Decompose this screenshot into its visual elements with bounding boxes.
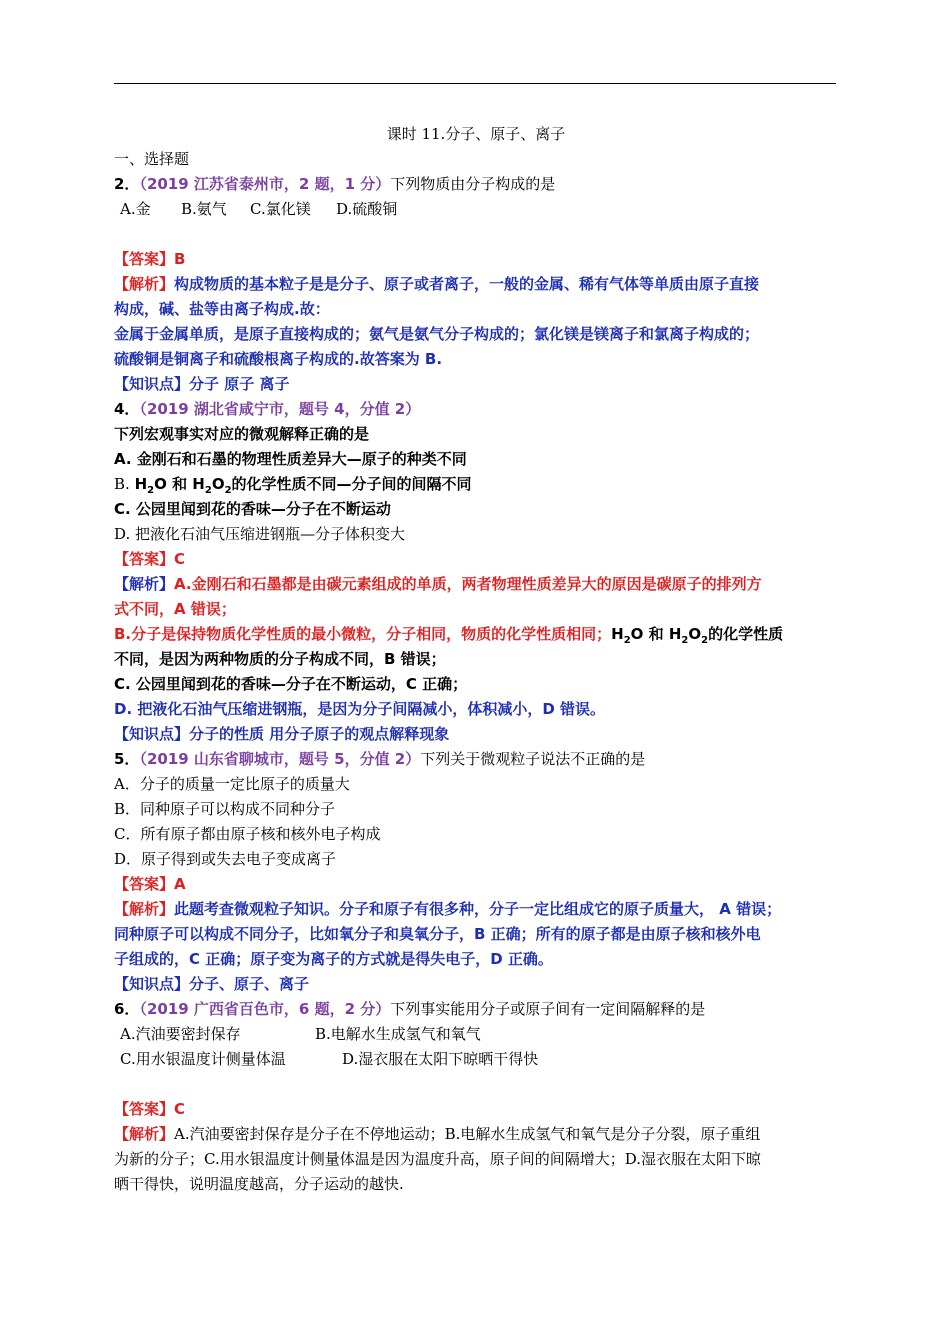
question-number: 5．: [114, 750, 140, 768]
option-a: A.汽油要密封保存: [120, 1025, 241, 1043]
header-rule: [114, 83, 836, 84]
lesson-title: 课时 11.分子、原子、离子: [386, 125, 566, 143]
question-4: [114, 397, 838, 422]
answer-value: C: [174, 1100, 186, 1118]
section-heading: 一、选择题: [114, 150, 190, 168]
question-source: （2019 湖北省咸宁市，题号 4，分值 2）: [139, 400, 421, 418]
answer-value: A: [174, 875, 186, 893]
option-c: C．所有原子都由原子核和核外电子构成: [114, 825, 381, 843]
analysis-line: 不同，是因为两种物质的分子构成不同，B 错误；: [114, 650, 446, 668]
document-content: [114, 122, 838, 1197]
question-stem: 下列物质由分子构成的是: [390, 175, 556, 193]
question-number: 2．: [114, 175, 140, 193]
option-b: B.氨气: [181, 200, 227, 218]
analysis-tag: 【解析】: [114, 900, 175, 918]
analysis-line: 【解析】构成物质的基本粒子是是分子、原子或者离子，一般的金属、稀有气体等单质由原子直接: [114, 275, 760, 293]
analysis-line: C. 公园里闻到花的香味—分子在不断运动，C 正确；: [114, 675, 468, 693]
analysis-line: 【解析】A.汽油要密封保存是分子在不停地运动；B.电解水生成氢气和氧气是分子分裂，原子重组: [114, 1125, 761, 1143]
question-6-options-row-1: [114, 1022, 838, 1047]
question-number: 4．: [114, 400, 140, 418]
question-2: [114, 172, 838, 197]
analysis-line: 为新的分子；C.用水银温度计侧量体温是因为温度升高，原子间的间隔增大；D.湿衣服在太阳下晾: [114, 1150, 761, 1168]
answer-tag: 【答案】: [114, 550, 175, 568]
answer-tag: 【答案】: [114, 875, 175, 893]
question-5: [114, 747, 838, 772]
answer-tag: 【答案】: [114, 1100, 175, 1118]
answer-line: [114, 1097, 838, 1122]
analysis-line: 硫酸铜是铜离子和硫酸根离子构成的.故答案为 B.: [114, 350, 443, 368]
option-c: C.用水银温度计侧量体温: [120, 1050, 286, 1068]
knowledge-point: 【知识点】分子的性质 用分子原子的观点解释现象: [114, 725, 450, 743]
option-a: A. 金刚石和石墨的物理性质差异大—原子的种类不同: [114, 450, 467, 468]
option-d: D.湿衣服在太阳下晾晒干得快: [342, 1050, 539, 1068]
option-d: D.硫酸铜: [336, 200, 398, 218]
question-stem: 下列事实能用分子或原子间有一定间隔解释的是: [390, 1000, 706, 1018]
analysis-line: B.分子是保持物质化学性质的最小微粒，分子相同，物质的化学性质相同；$H_2O$ 和 $H_2O_2$的化学性质: [114, 625, 784, 646]
knowledge-point: 【知识点】分子 原子 离子: [114, 375, 290, 393]
analysis-line: 晒干得快，说明温度越高，分子运动的越快.: [114, 1175, 404, 1193]
question-source: （2019 广西省百色市，6 题，2 分）: [139, 1000, 391, 1018]
answer-value: B: [174, 250, 186, 268]
question-source: （2019 山东省聊城市，题号 5，分值 2）: [139, 750, 421, 768]
knowledge-point: 【知识点】分子、原子、离子: [114, 975, 310, 993]
analysis-line: 构成，碱、盐等由离子构成.故：: [114, 300, 330, 318]
option-d: D．原子得到或失去电子变成离子: [114, 850, 337, 868]
answer-value: C: [174, 550, 186, 568]
option-a: A.金: [120, 200, 151, 218]
analysis-tag: 【解析】: [114, 575, 175, 593]
option-b: B．同种原子可以构成不同种分子: [114, 800, 336, 818]
analysis-tag: 【解析】: [114, 1125, 175, 1143]
question-stem: 下列宏观事实对应的微观解释正确的是: [114, 425, 370, 443]
answer-line: [114, 872, 838, 897]
option-b: B. $H_2O$ 和 $H_2O_2$的化学性质不同—分子间的间隔不同: [114, 475, 472, 496]
option-c: C. 公园里闻到花的香味—分子在不断运动: [114, 500, 391, 518]
answer-tag: 【答案】: [114, 250, 175, 268]
option-a: A．分子的质量一定比原子的质量大: [114, 775, 350, 793]
analysis-line: 金属于金属单质，是原子直接构成的；氨气是氨气分子构成的；氯化镁是镁离子和氯离子构成的；: [114, 325, 760, 343]
analysis-line: 【解析】此题考查微观粒子知识。分子和原子有很多种，分子一定比组成它的原子质量大， A 错误；: [114, 900, 782, 918]
question-6-options-row-2: [114, 1047, 838, 1072]
option-c: C.氯化镁: [250, 200, 311, 218]
analysis-tag: 【解析】: [114, 275, 175, 293]
analysis-line: 子组成的，C 正确；原子变为离子的方式就是得失电子，D 正确。: [114, 950, 553, 968]
question-stem: 下列关于微观粒子说法不正确的是: [420, 750, 646, 768]
answer-line: [114, 247, 838, 272]
analysis-line: D. 把液化石油气压缩进钢瓶，是因为分子间隔减小，体积减小，D 错误。: [114, 700, 606, 718]
analysis-line: 【解析】A.金刚石和石墨都是由碳元素组成的单质，两者物理性质差异大的原因是碳原子的排列方: [114, 575, 762, 593]
question-source: （2019 江苏省泰州市，2 题，1 分）: [139, 175, 391, 193]
option-d: D. 把液化石油气压缩进钢瓶—分子体积变大: [114, 525, 406, 543]
question-number: 6．: [114, 1000, 140, 1018]
question-2-options: [114, 197, 838, 222]
question-6: [114, 997, 838, 1022]
analysis-line: 式不同，A 错误；: [114, 600, 236, 618]
answer-line: [114, 547, 838, 572]
analysis-line: 同种原子可以构成不同分子，比如氧分子和臭氧分子，B 正确；所有的原子都是由原子核和核外电: [114, 925, 761, 943]
option-b: B.电解水生成氢气和氧气: [315, 1025, 481, 1043]
